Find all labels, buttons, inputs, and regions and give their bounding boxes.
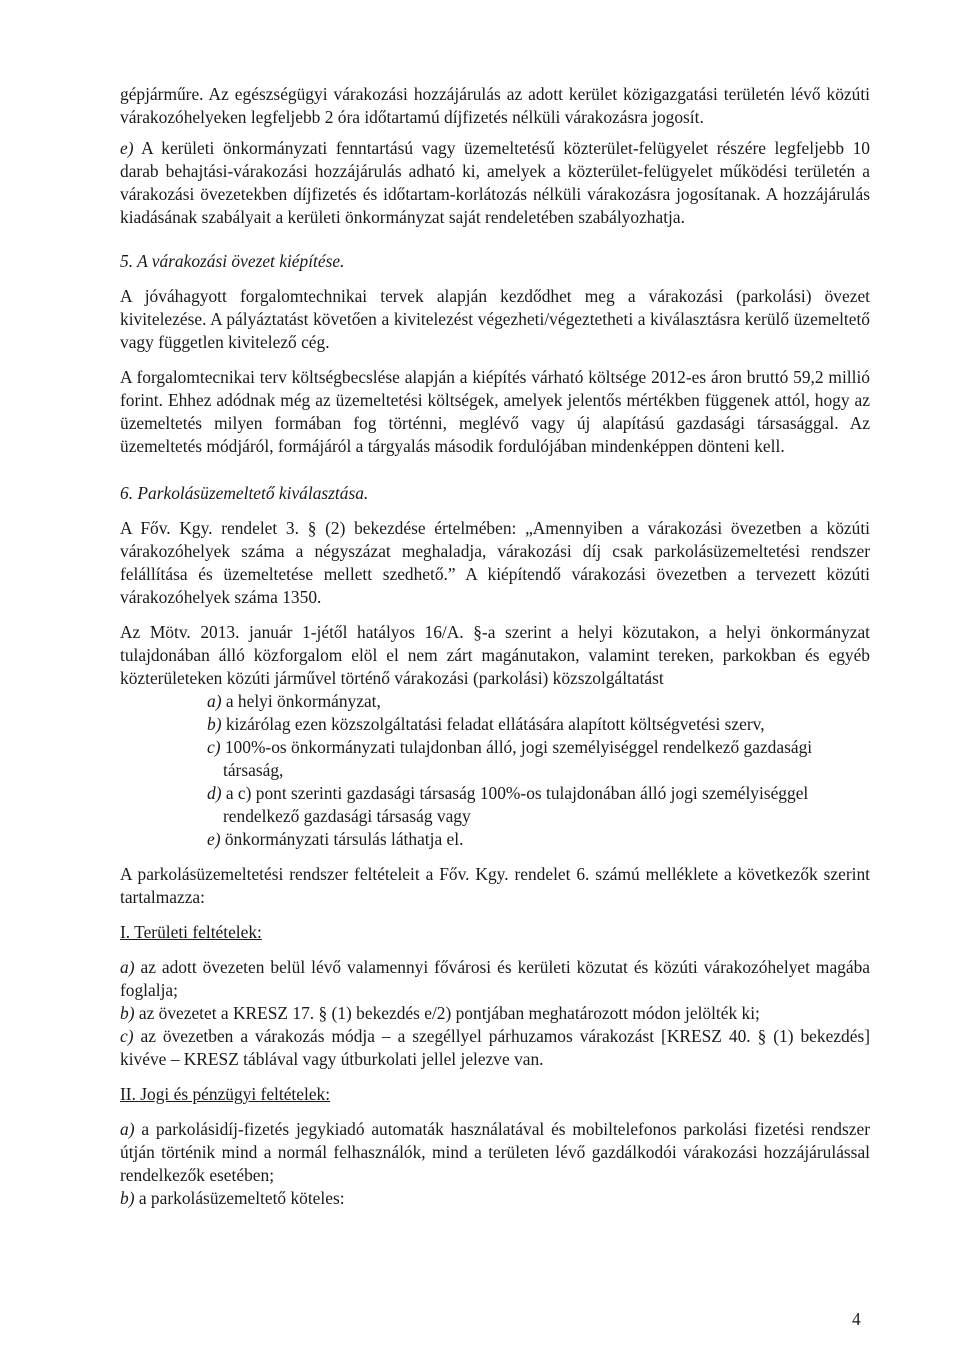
territorial-list [120,956,870,1071]
section-6-paragraph-1: A Főv. Kgy. rendelet 3. § (2) bekezdése értelmében: „Amennyiben a várakozási övezetben a közúti várakozóhelyek száma a négyszázat meghaladja, várakozási díj csak parkolásüzemeltetési rendszer felállítása és üzemeltetése mellett szedhető.” A kiépítendő várakozási övezetben a tervezett közúti várakozóhelyek száma 1350. [120,518,870,607]
section-6-title: 6. Parkolásüzemeltető kiválasztása. [120,483,369,503]
list-item: a) a helyi önkormányzat, [207,691,381,711]
list-item: b) az övezetet a KRESZ 17. § (1) bekezdés e/2) pontjában meghatározott módon jelölték ki; [120,1003,760,1023]
list-marker-e: e) [120,138,134,158]
heading-legal-financial: II. Jogi és pénzügyi feltételek: [120,1084,331,1104]
list-item: b) kizárólag ezen közszolgáltatási feladat ellátására alapított költségvetési szerv, [207,714,765,734]
operator-list [120,690,870,851]
section-6-paragraph-3: A parkolásüzemeltetési rendszer feltételeit a Főv. Kgy. rendelet 6. számú melléklete a következők szerint tartalmazza: [120,864,870,907]
paragraph-e [120,137,870,229]
list-item: e) önkormányzati társulás láthatja el. [207,829,464,849]
section-5-paragraph-1: A jóváhagyott forgalomtechnikai tervek alapján kezdődhet meg a várakozási (parkolási) övezet kivitelezése. A pályáztatást követően a kivitelezést végezheti/végeztetheti a kiválasztásra kerülő üzemeltető vagy független kivitelező cég. [120,286,870,352]
list-item: a) az adott övezeten belül lévő valamennyi fővárosi és kerületi közutat és közúti várakozóhelyet magába foglalja; [120,957,870,1000]
section-5-title: 5. A várakozási övezet kiépítése. [120,251,345,271]
list-item: b) a parkolásüzemeltető köteles: [120,1188,345,1208]
legal-financial-list [120,1118,870,1210]
paragraph-intro: gépjárműre. Az egészségügyi várakozási hozzájárulás az adott kerület közigazgatási területén lévő közúti várakozóhelyeken legfeljebb 2 óra időtartamú díjfizetés nélküli várakozásra jogosít. [120,84,870,127]
section-5-paragraph-2: A forgalomtecnikai terv költségbecslése alapján a kiépítés várható költsége 2012-es áron bruttó 59,2 millió forint. Ehhez adódnak még az üzemeltetési költségek, amelyek jelentős mértékben függenek attól, hogy az üzemeltetés milyen formában fog történni, meglévő vagy új alapítású gazdasági társasággal. Az üzemeltetés módjáról, formájáról a tárgyalás második fordulójában mindenképpen dönteni kell. [120,367,870,456]
section-6-paragraph-2: Az Mötv. 2013. január 1-jétől hatályos 16/A. §-a szerint a helyi közutakon, a helyi önkormányzat tulajdonában álló közforgalom elöl el nem zárt magánutakon, valamint tereken, parkokban és egyéb közterületeken közúti járművel történő várakozási (parkolási) közszolgáltatást [120,622,870,688]
list-item: c) 100%-os önkormányzati tulajdonban álló, jogi személyiséggel rendelkező gazdasági társaság, [207,737,813,780]
list-item: c) az övezetben a várakozás módja – a szegéllyel párhuzamos várakozást [KRESZ 40. § (1) bekezdés] kivéve – KRESZ táblával vagy útburkolati jellel jelezve van. [120,1026,870,1069]
heading-territorial: I. Területi feltételek: [120,922,262,942]
list-item: a) a parkolásidíj-fizetés jegykiadó automaták használatával és mobiltelefonos parkolási fizetési rendszer útján történik mind a normál felhasználók, mind a területen lévő gazdálkodói várakozási hozzájárulással rendelkezők esetében; [120,1119,870,1185]
document-page [120,83,870,1210]
page-number: 4 [852,1309,861,1329]
list-item: d) a c) pont szerinti gazdasági társaság 100%-os tulajdonában álló jogi személyiséggel rendelkező gazdasági társaság vagy [207,783,809,826]
paragraph-e-text: A kerületi önkormányzati fenntartású vagy üzemeltetésű közterület-felügyelet részére legfeljebb 10 darab behajtási-várakozási hozzájárulás adható ki, amelyek a közterület-felügyelet működési területén a várakozási övezetekben díjfizetés és időtartam-korlátozás nélküli várakozásra jogosítanak. A hozzájárulás kiadásának szabályait a kerületi önkormányzat saját rendeletében szabályozhatja. [120,138,870,227]
